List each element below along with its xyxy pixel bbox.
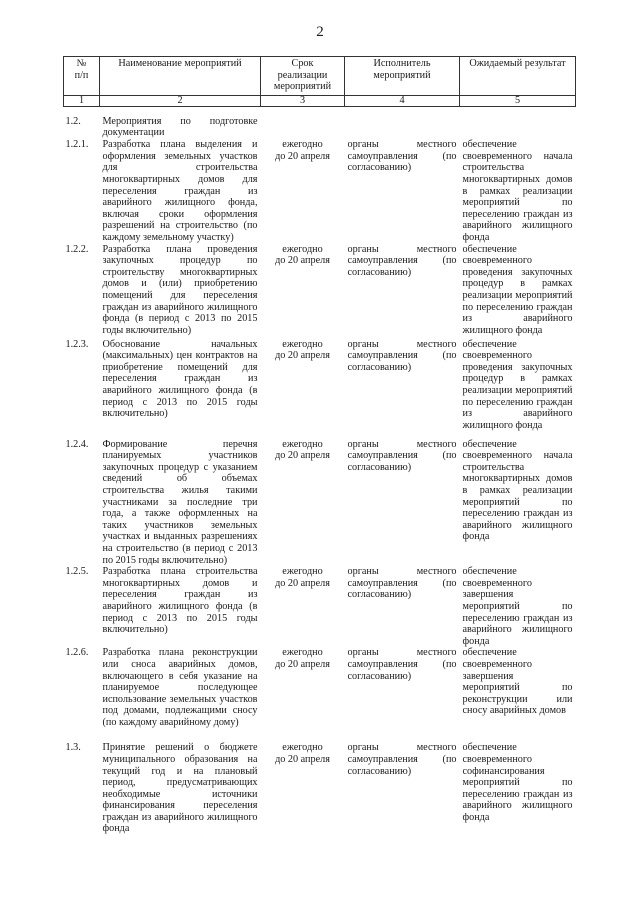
table-row [64, 244, 576, 339]
measure-result [460, 106, 576, 139]
measure-executor: органы местного самоуправления (по согласованию) [347, 243, 457, 278]
header-num: № п/п [64, 57, 100, 96]
measure-term: ежегодно до 20 апреля [275, 438, 330, 462]
measure-name: Формирование перечня планируемых участников закупочных процедур с указанием сведений об объемах строительства жилья такими участниками за последние три года, а также оформленных на таких участников земельных участках и выданных разрешениях на строительство (в период с 2013 по 2015 годы включительно) [102, 438, 258, 566]
table-row [64, 439, 576, 567]
measure-name: Обоснование начальных (максимальных) цен контрактов на приобретение помещений для переселения граждан из аварийного жилищного фонда (в период с 2013 по 2015 годы включительно) [102, 338, 258, 420]
measure-result: обеспечение своевременного завершения мероприятий по реконструкции или сносу аварийных домов [462, 647, 573, 717]
measure-name: Разработка плана проведения закупочных процедур по строительству многоквартирных домов и (или) приобретению помещений для переселения граждан из аварийного жилищного фонда (в период с 2013 по 2015 годы включительно) [102, 243, 258, 336]
measure-executor [345, 106, 460, 139]
row-number: 1.3. [65, 742, 81, 754]
measure-executor: органы местного самоуправления (по согласованию) [347, 139, 457, 174]
measure-result: обеспечение своевременного софинансирования мероприятий по переселению граждан из аварийного жилищного фонда [462, 742, 573, 823]
measure-name: Разработка плана реконструкции или сноса аварийных домов, включающего в себя указание на планируемое последующее использование земельных участков под домами, подлежащими сносу (по каждому аварийному дому) [102, 647, 258, 728]
measure-name: Принятие решений о бюджете муниципального образования на текущий год и на плановый период, предусматривающих необходимые источники финансирования переселения граждан из аварийного жилищного фонда [102, 742, 258, 835]
measure-result: обеспечение своевременного начала строительства многоквартирных домов в рамках реализации мероприятий по переселению граждан из аварийного жилищного фонда [462, 438, 573, 543]
measure-term: ежегодно до 20 апреля [275, 243, 330, 267]
row-number: 1.2.2. [65, 243, 89, 255]
measure-term: ежегодно до 20 апреля [275, 742, 330, 765]
row-number: 1.2.6. [65, 647, 89, 659]
row-number: 1.2. [65, 115, 81, 127]
measure-name: Разработка плана выделения и оформления земельных участков для строительства многоквартирных домов для переселения граждан из аварийного жилищного фонда, включая сроки оформления разрешений на строительство (по каждому земельному участку) [102, 139, 258, 244]
measure-result: обеспечение своевременного завершения мероприятий по переселению граждан из аварийного жилищного фонда [462, 566, 573, 647]
measure-executor: органы местного самоуправления (по согласованию) [347, 438, 457, 473]
page-number: 2 [316, 24, 324, 40]
measure-executor: органы местного самоуправления (по согласованию) [347, 566, 457, 601]
measure-term: ежегодно до 20 апреля [275, 139, 330, 162]
table-row [64, 647, 576, 742]
table-row [64, 106, 576, 139]
measure-term [261, 106, 345, 139]
measure-executor: органы местного самоуправления (по согласованию) [347, 647, 457, 682]
header-name: Наименование мероприятий [100, 57, 261, 96]
measure-name: Мероприятия по подготовке документации [102, 115, 258, 139]
row-number: 1.2.5. [65, 566, 89, 578]
measure-term: ежегодно до 20 апреля [275, 647, 330, 670]
measure-executor: органы местного самоуправления (по согласованию) [347, 338, 457, 373]
table-row [64, 339, 576, 439]
header-executor: Исполнитель мероприятий [345, 57, 460, 96]
header-result: Ожидаемый результат [460, 57, 576, 96]
table-row [64, 566, 576, 647]
measure-result: обеспечение своевременного проведения закупочных процедур в рамках реализации мероприятий по переселению граждан из аварийного жилищного фонда [462, 338, 573, 431]
table-row [64, 742, 576, 835]
measure-term: ежегодно до 20 апреля [275, 338, 330, 362]
table-header [64, 57, 576, 107]
column-index: 1 [64, 95, 100, 106]
table-body [64, 106, 576, 835]
row-number: 1.2.3. [65, 338, 89, 350]
table-row [64, 139, 576, 243]
column-index: 2 [100, 95, 261, 106]
measure-term: ежегодно до 20 апреля [275, 566, 330, 589]
row-number: 1.2.4. [65, 438, 89, 450]
header-term: Срок реализации мероприятий [261, 57, 345, 96]
measure-result: обеспечение своевременного проведения закупочных процедур в рамках реализации мероприятий по переселению граждан из аварийного жилищного фонда [462, 243, 573, 336]
measure-name: Разработка плана строительства многоквартирных домов и переселения граждан из аварийного жилищного фонда (в период с 2013 по 2015 годы включительно) [102, 566, 258, 636]
measure-result: обеспечение своевременного начала строительства многоквартирных домов в рамках реализации мероприятий по переселению граждан из аварийного жилищного фонда [462, 139, 573, 244]
column-index: 5 [460, 95, 576, 106]
row-number: 1.2.1. [65, 139, 89, 151]
column-index: 3 [261, 95, 345, 106]
column-index: 4 [345, 95, 460, 106]
measures-table [63, 56, 576, 835]
measure-executor: органы местного самоуправления (по согласованию) [347, 742, 457, 777]
